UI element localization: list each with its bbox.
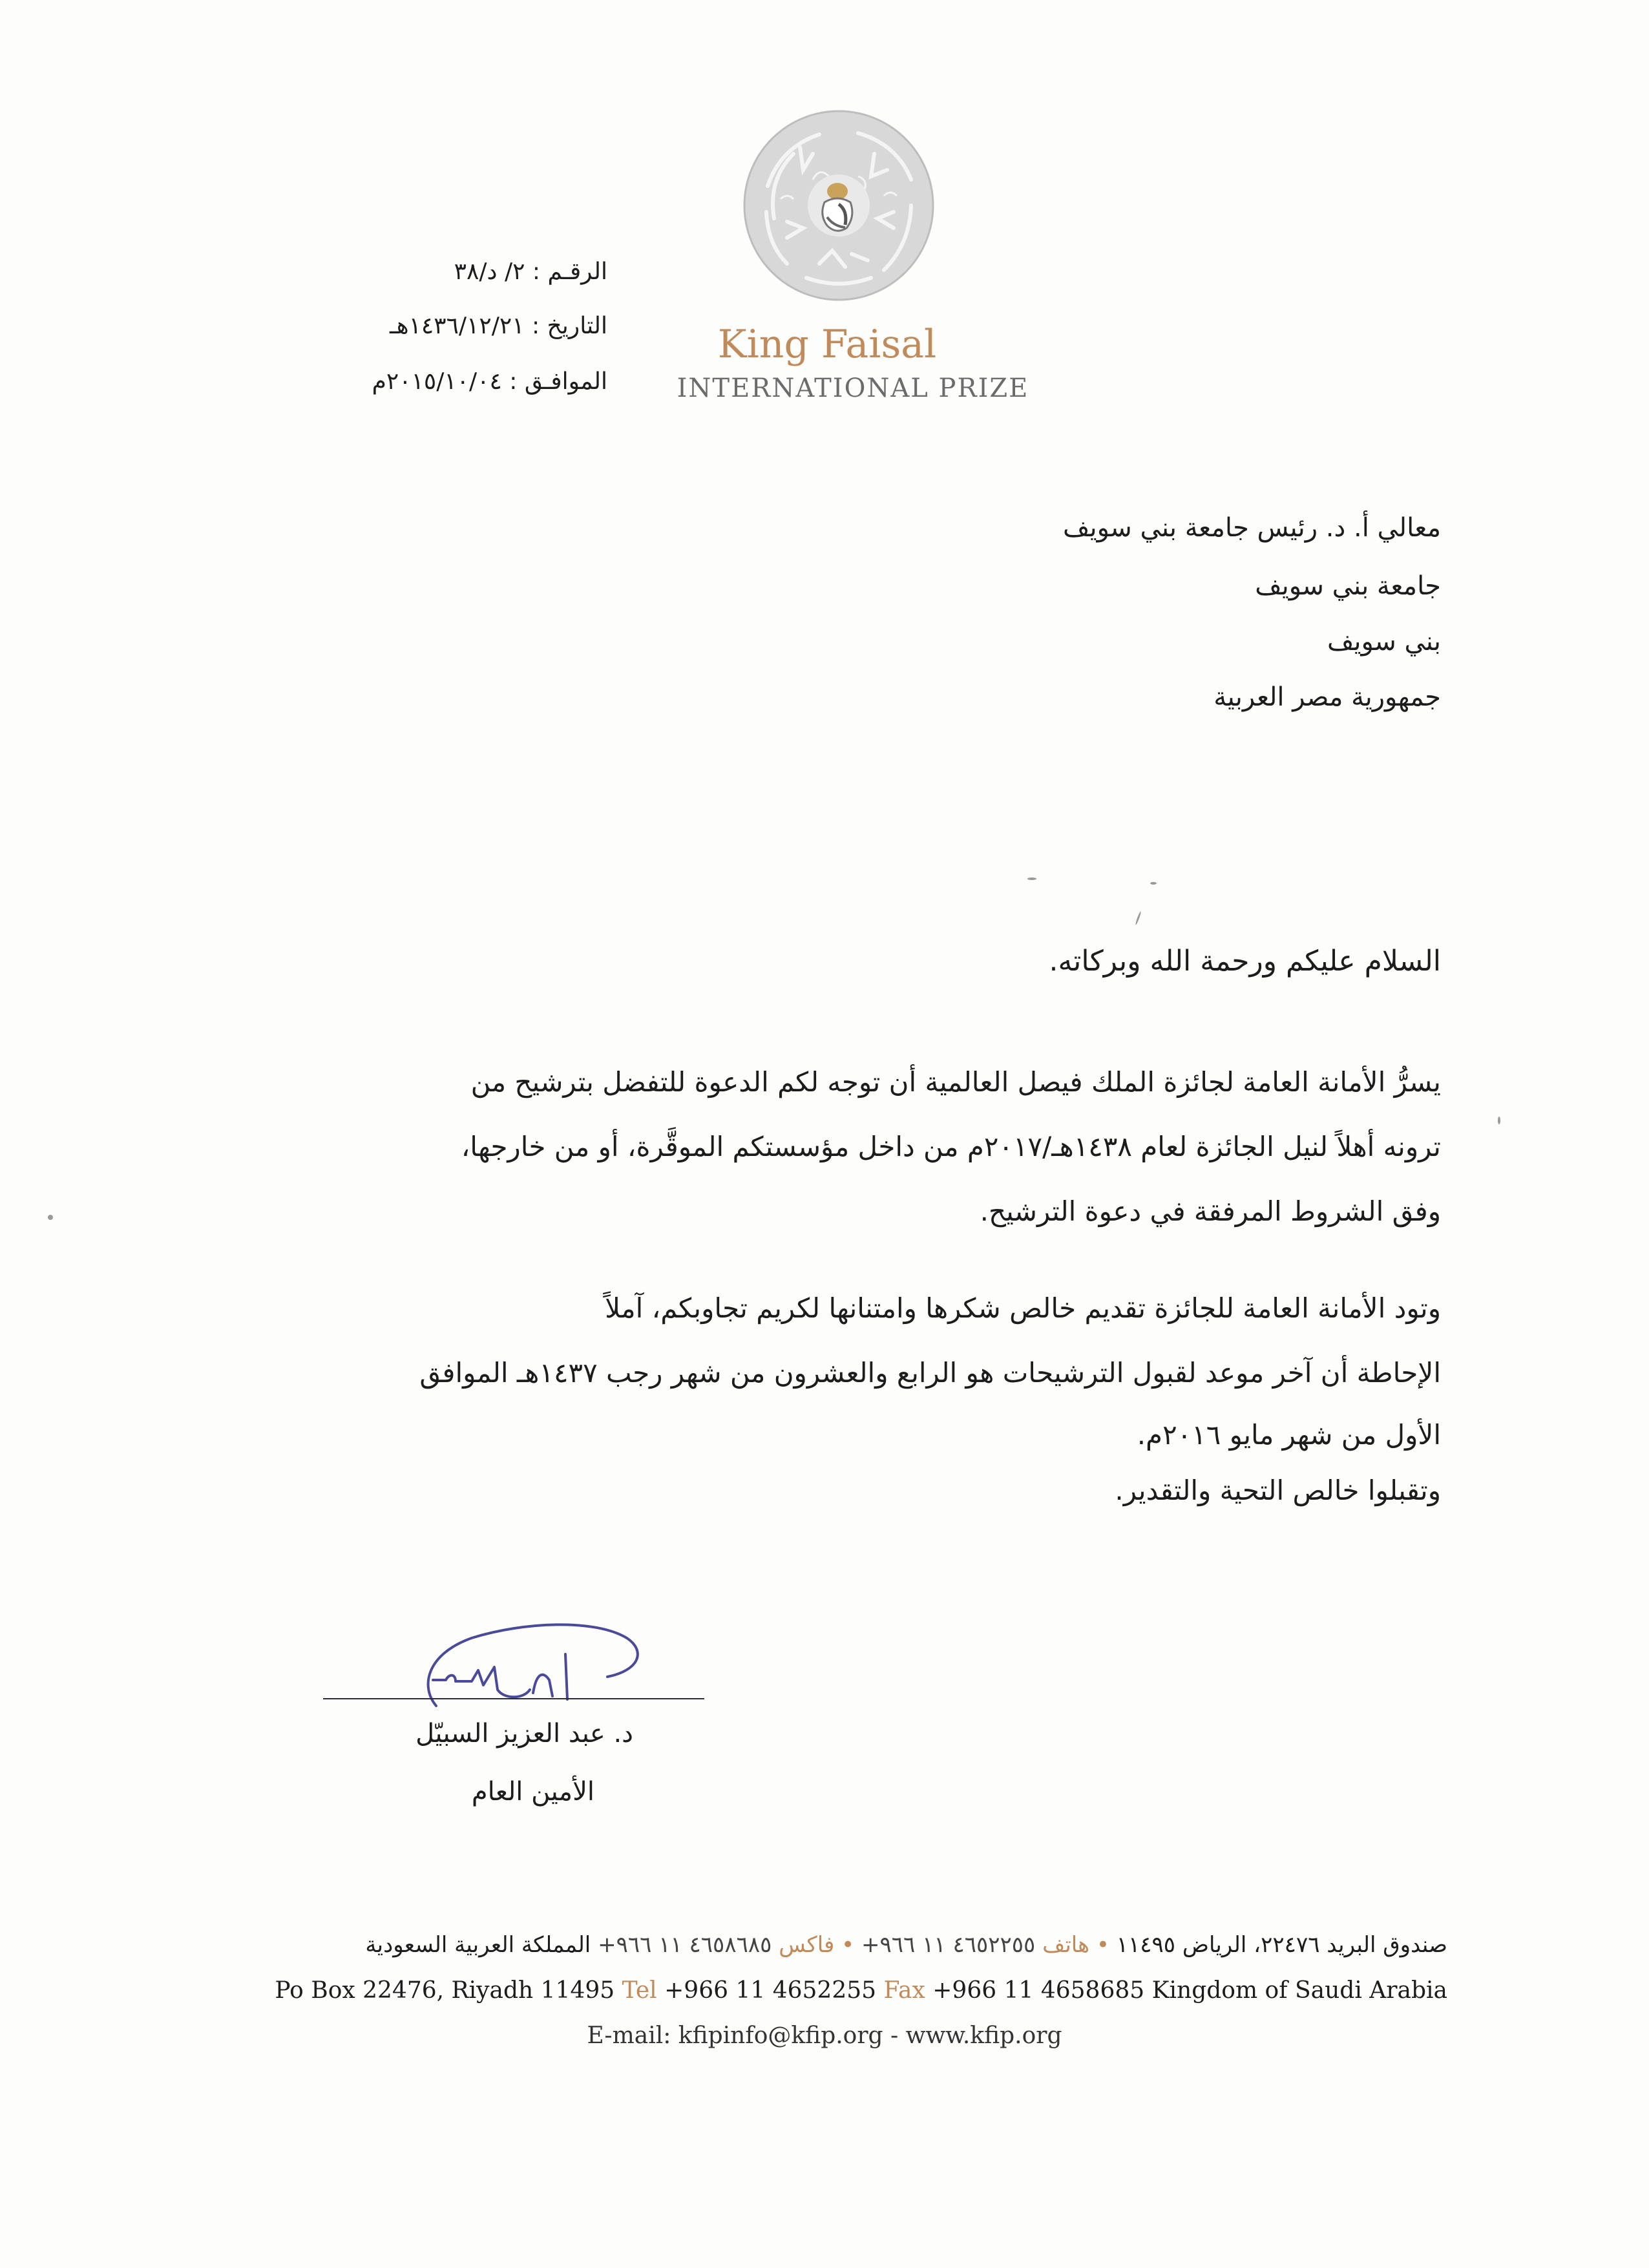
- paragraph-line: وتود الأمانة العامة للجائزة تقديم خالص شكرها وامتنانها لكريم تجاوبكم، آملاً: [605, 1292, 1441, 1324]
- reference-number: الرقـم : ٢/ د/٣٨: [454, 258, 607, 285]
- reference-date-hijri: التاريخ : ١٤٣٦/١٢/٢١هـ: [390, 313, 607, 339]
- footer-en-address: Po Box 22476, Riyadh 11495: [275, 1977, 615, 2004]
- scan-speck: [1027, 877, 1036, 880]
- footer-en-fax-label: Fax: [883, 1977, 925, 2004]
- footer-en-tel-label: Tel: [622, 1977, 657, 2004]
- scan-speck: [1150, 882, 1157, 885]
- king-faisal-seal-logo: [742, 109, 936, 302]
- footer-ar-tel-label: • هاتف: [1042, 1932, 1109, 1958]
- addressee-line: بني سويف: [1327, 627, 1441, 656]
- greeting: السلام عليكم ورحمة الله وبركاته.: [1049, 945, 1441, 978]
- footer-ar-fax: ٤٦٥٨٦٨٥ ١١ ٩٦٦+: [598, 1932, 772, 1958]
- reference-date-gregorian: الموافـق : ٢٠١٥/١٠/٠٤م: [372, 368, 607, 395]
- addressee-line: جامعة بني سويف: [1255, 571, 1441, 601]
- scan-speck: [48, 1215, 53, 1220]
- footer-en-country: Kingdom of Saudi Arabia: [1151, 1977, 1447, 2004]
- handwritten-signature: [375, 1609, 711, 1732]
- paragraph-line: ترونه أهلاً لنيل الجائزة لعام ١٤٣٨هـ/٢٠١٧م من داخل مؤسستكم الموقَّرة، أو من خارجها،: [461, 1131, 1441, 1162]
- footer-ar-tel: ٤٦٥٢٢٥٥ ١١ ٩٦٦+: [861, 1932, 1036, 1958]
- brand-subtitle: INTERNATIONAL PRIZE: [677, 373, 1029, 403]
- footer-english-line: [271, 1977, 1447, 2004]
- footer-en-tel: +966 11 4652255: [664, 1977, 877, 2004]
- footer-ar-address: صندوق البريد ٢٢٤٧٦، الرياض ١١٤٩٥: [1116, 1932, 1447, 1958]
- footer-en-fax: +966 11 4658685: [932, 1977, 1145, 2004]
- paragraph-line: الإحاطة أن آخر موعد لقبول الترشيحات هو الرابع والعشرون من شهر رجب ١٤٣٧هـ الموافق: [419, 1357, 1441, 1389]
- addressee-line: معالي أ. د. رئيس جامعة بني سويف: [1063, 513, 1441, 543]
- footer-arabic-line: [271, 1932, 1447, 1958]
- paragraph-line: يسرُّ الأمانة العامة لجائزة الملك فيصل العالمية أن توجه لكم الدعوة للتفضل بترشيح من: [470, 1066, 1441, 1098]
- signature-underline: [323, 1698, 704, 1699]
- footer-ar-fax-label: • فاكس: [779, 1932, 855, 1958]
- closing-line: وتقبلوا خالص التحية والتقدير.: [1115, 1475, 1441, 1506]
- addressee-line: جمهورية مصر العربية: [1213, 682, 1441, 712]
- signatory-name: د. عبد العزيز السبيّل: [415, 1719, 633, 1748]
- scan-speck: [1498, 1117, 1500, 1124]
- paragraph-line: وفق الشروط المرفقة في دعوة الترشيح.: [980, 1195, 1441, 1227]
- footer-contact[interactable]: E-mail: kfipinfo@kfip.org - www.kfip.org: [587, 2022, 1062, 2049]
- scan-speck: [1135, 911, 1141, 925]
- paragraph-line: الأول من شهر مايو ٢٠١٦م.: [1137, 1419, 1441, 1451]
- signatory-title: الأمين العام: [471, 1777, 594, 1807]
- footer-ar-country: المملكة العربية السعودية: [365, 1932, 591, 1958]
- brand-name: King Faisal: [717, 322, 937, 367]
